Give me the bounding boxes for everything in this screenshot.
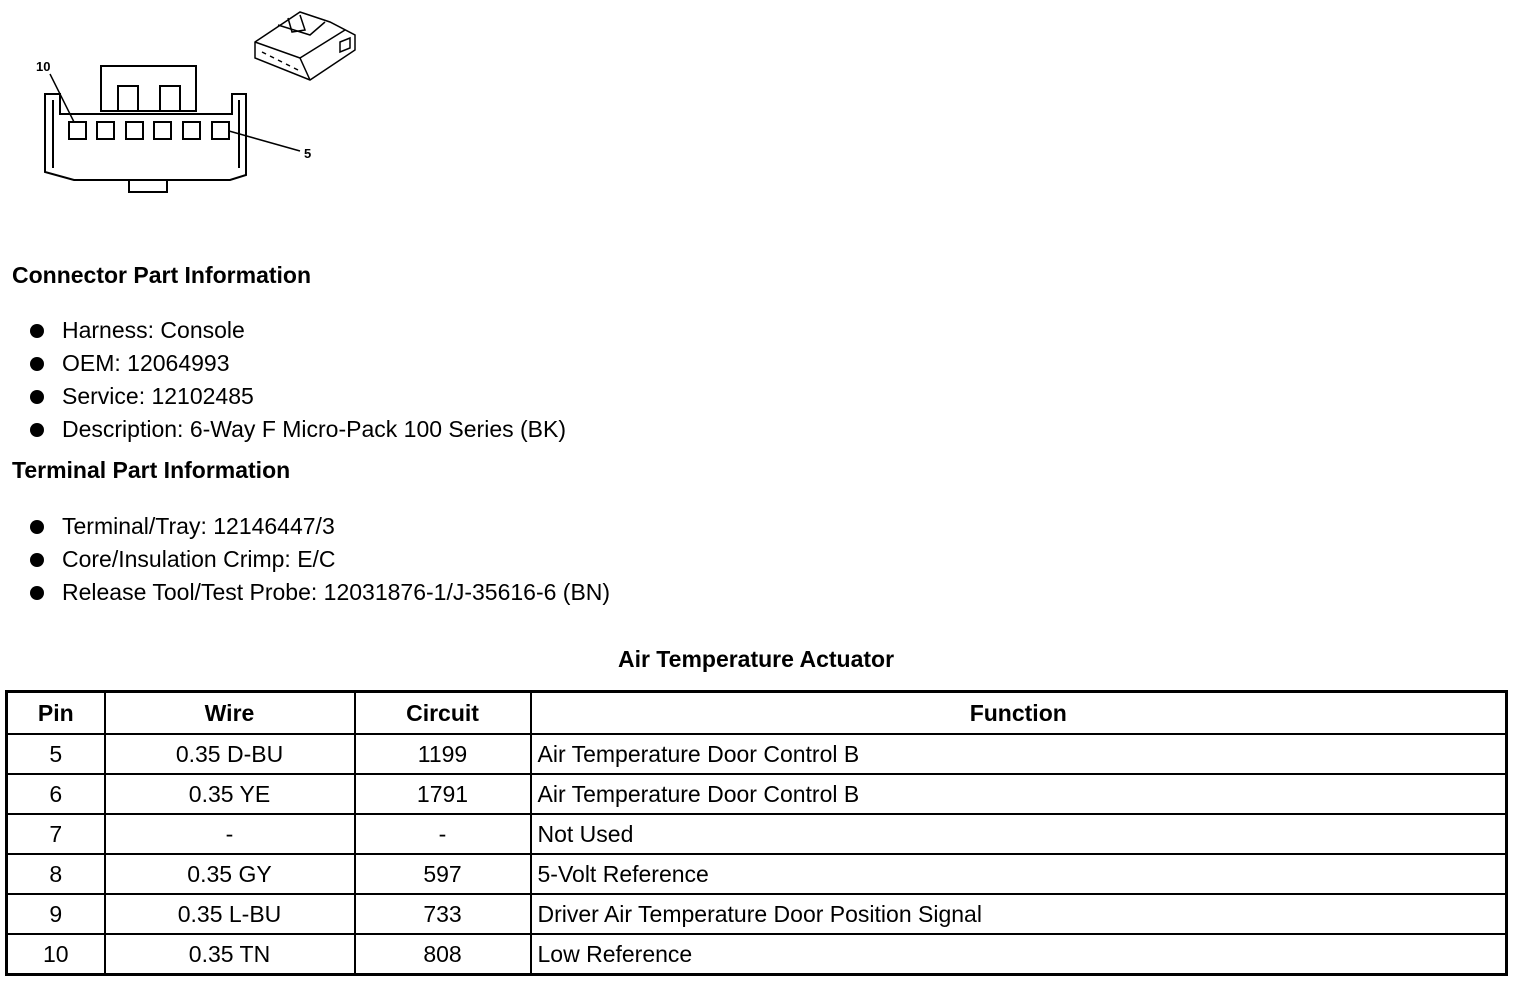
- cell-pin: 8: [7, 854, 105, 894]
- cell-circuit: 808: [355, 934, 531, 975]
- callout-pin-5: 5: [304, 146, 312, 161]
- list-item: [30, 380, 566, 413]
- table-row: [7, 854, 1507, 894]
- cell-circuit: 597: [355, 854, 531, 894]
- bullet-icon: [30, 553, 44, 567]
- cell-pin: 9: [7, 894, 105, 934]
- list-item: [30, 543, 610, 576]
- terminal-info-heading: Terminal Part Information: [12, 457, 291, 483]
- connector-diagram: [0, 0, 380, 210]
- cell-circuit: 1791: [355, 774, 531, 814]
- callout-pin-10: 10: [36, 59, 51, 74]
- cell-circuit: 733: [355, 894, 531, 934]
- list-item-text: Core/Insulation Crimp: E/C: [62, 546, 336, 572]
- bullet-icon: [30, 357, 44, 371]
- cell-function: Air Temperature Door Control B: [531, 774, 1507, 814]
- list-item-text: Release Tool/Test Probe: 12031876-1/J-35616-6 (BN): [62, 579, 611, 605]
- table-row: [7, 814, 1507, 854]
- cell-wire: 0.35 GY: [105, 854, 355, 894]
- list-item-text: Terminal/Tray: 12146447/3: [62, 513, 335, 539]
- table-row: [7, 894, 1507, 934]
- header-function: Function: [531, 692, 1507, 735]
- cell-wire: -: [105, 814, 355, 854]
- list-item-text: OEM: 12064993: [62, 350, 230, 376]
- cell-wire: 0.35 YE: [105, 774, 355, 814]
- header-pin: Pin: [7, 692, 105, 735]
- bullet-icon: [30, 586, 44, 600]
- terminal-info-list: [30, 510, 610, 609]
- cell-pin: 10: [7, 934, 105, 975]
- table-row: [7, 934, 1507, 975]
- cell-pin: 5: [7, 734, 105, 774]
- cell-pin: 6: [7, 774, 105, 814]
- list-item-text: Harness: Console: [62, 317, 245, 343]
- cell-function: Air Temperature Door Control B: [531, 734, 1507, 774]
- cell-function: 5-Volt Reference: [531, 854, 1507, 894]
- cell-function: Not Used: [531, 814, 1507, 854]
- connector-info-heading: Connector Part Information: [12, 262, 312, 288]
- bullet-icon: [30, 390, 44, 404]
- connector-face-view: [45, 66, 300, 192]
- cell-wire: 0.35 TN: [105, 934, 355, 975]
- list-item-text: Description: 6-Way F Micro-Pack 100 Series (BK): [62, 416, 567, 442]
- connector-isometric-view: [255, 12, 355, 80]
- table-header-row: [7, 692, 1507, 735]
- cell-wire: 0.35 D-BU: [105, 734, 355, 774]
- bullet-icon: [30, 324, 44, 338]
- table-row: [7, 774, 1507, 814]
- header-wire: Wire: [105, 692, 355, 735]
- cell-function: Low Reference: [531, 934, 1507, 975]
- header-circuit: Circuit: [355, 692, 531, 735]
- list-item: [30, 347, 566, 380]
- pinout-table: [5, 690, 1508, 976]
- cell-circuit: -: [355, 814, 531, 854]
- list-item-text: Service: 12102485: [62, 383, 254, 409]
- connector-info-list: [30, 314, 566, 446]
- list-item: [30, 510, 610, 543]
- table-title: Air Temperature Actuator: [617, 646, 895, 672]
- bullet-icon: [30, 423, 44, 437]
- bullet-icon: [30, 520, 44, 534]
- cell-wire: 0.35 L-BU: [105, 894, 355, 934]
- table-row: [7, 734, 1507, 774]
- list-item: [30, 413, 566, 446]
- cell-function: Driver Air Temperature Door Position Signal: [531, 894, 1507, 934]
- list-item: [30, 576, 610, 609]
- list-item: [30, 314, 566, 347]
- cell-circuit: 1199: [355, 734, 531, 774]
- cell-pin: 7: [7, 814, 105, 854]
